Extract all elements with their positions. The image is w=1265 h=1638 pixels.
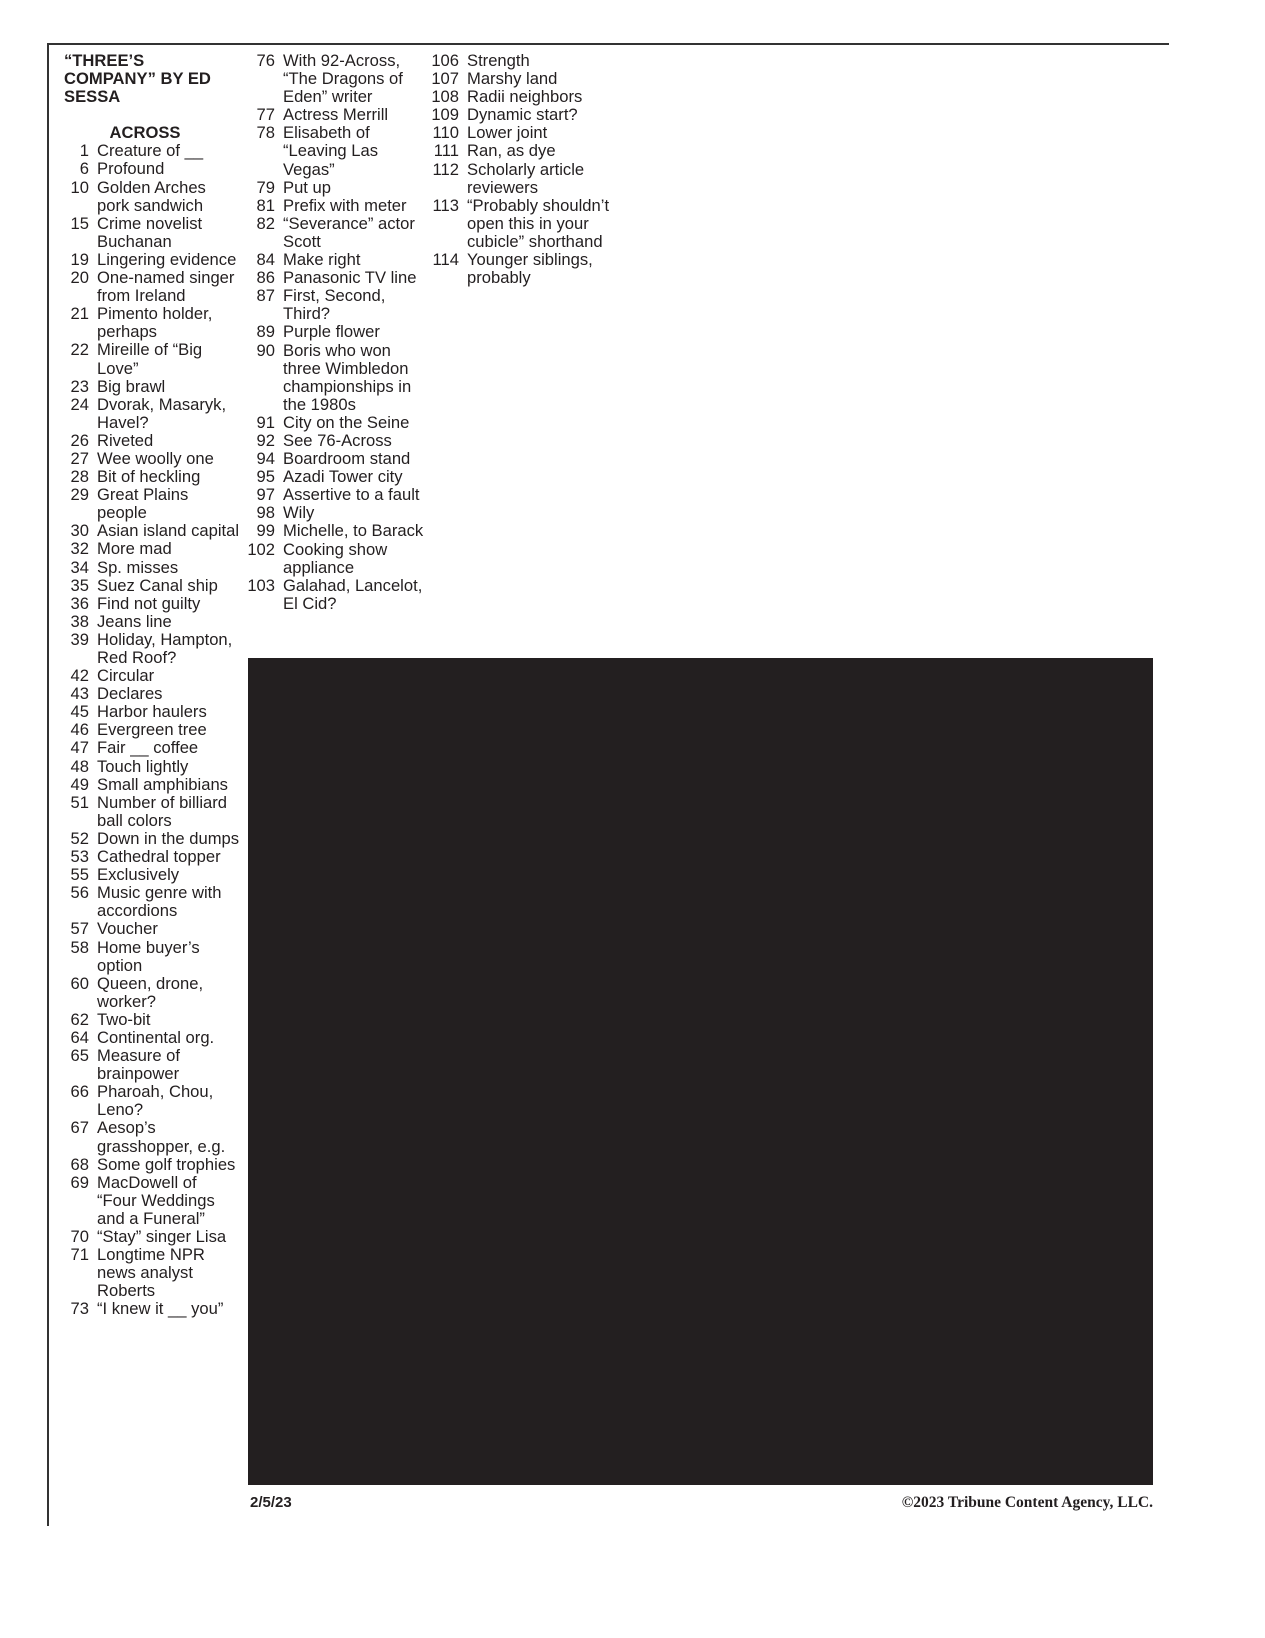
- clue-number: 53: [70, 847, 89, 867]
- clue-text: One-named singer from Ireland: [97, 268, 235, 306]
- clue-number: 81: [256, 195, 275, 215]
- across-clue-39[interactable]: [50, 631, 240, 667]
- clue-text: Down in the dumps: [97, 828, 240, 848]
- clue-number: 35: [70, 575, 89, 595]
- clue-text: Elisabeth of “Leaving Las Vegas”: [283, 123, 379, 179]
- copyright: ©2023 Tribune Content Agency, LLC.: [901, 1494, 1153, 1511]
- across-clue-114[interactable]: [420, 251, 610, 287]
- clue-text: Make right: [283, 250, 361, 270]
- clue-text: Crime novelist Buchanan: [97, 213, 203, 251]
- clue-number: 21: [70, 304, 89, 324]
- across-clue-67[interactable]: [50, 1119, 240, 1155]
- across-clue-70[interactable]: [50, 1228, 240, 1246]
- across-clue-78[interactable]: [236, 124, 426, 178]
- clue-number: 67: [70, 1118, 89, 1138]
- clue-number: 39: [70, 629, 89, 649]
- across-clue-89[interactable]: [236, 323, 426, 341]
- across-clue-6[interactable]: [50, 160, 240, 178]
- across-clue-94[interactable]: [236, 450, 426, 468]
- across-clue-65[interactable]: [50, 1047, 240, 1083]
- across-clue-102[interactable]: [236, 541, 426, 577]
- clue-number: 22: [70, 340, 89, 360]
- clue-number: 66: [70, 1082, 89, 1102]
- clue-text: Wee woolly one: [97, 448, 214, 468]
- clue-text: Put up: [283, 177, 331, 197]
- clue-text: Creature of __: [97, 141, 204, 161]
- clue-number: 23: [70, 376, 89, 396]
- puzzle-title: “THREE’S COMPANY” BY ED SESSA: [64, 51, 211, 107]
- clue-column-2: [236, 52, 426, 613]
- clue-text: Queen, drone, worker?: [97, 973, 204, 1011]
- across-clue-91[interactable]: [236, 414, 426, 432]
- across-clue-32[interactable]: [50, 540, 240, 558]
- clue-number: 56: [70, 883, 89, 903]
- across-clue-90[interactable]: [236, 342, 426, 414]
- across-clue-48[interactable]: [50, 758, 240, 776]
- across-clue-69[interactable]: [50, 1174, 240, 1228]
- clue-text: Sp. misses: [97, 557, 179, 577]
- clue-number: 10: [70, 177, 89, 197]
- clue-text: Fair __ coffee: [97, 738, 199, 758]
- clue-number: 71: [70, 1245, 89, 1265]
- clue-text: Lower joint: [467, 123, 548, 143]
- crossword-grid[interactable]: [248, 658, 1153, 1485]
- clue-text: Radii neighbors: [467, 87, 583, 107]
- clue-number: 112: [432, 159, 459, 179]
- clue-text: Two-bit: [97, 1009, 151, 1029]
- clue-number: 46: [70, 720, 89, 740]
- clue-text: Number of billiard ball colors: [97, 792, 228, 830]
- across-clue-87[interactable]: [236, 287, 426, 323]
- clue-text: Bit of heckling: [97, 467, 201, 487]
- clue-number: 76: [256, 51, 275, 70]
- clue-text: Scholarly article reviewers: [467, 159, 585, 197]
- clue-text: Find not guilty: [97, 593, 201, 613]
- clue-number: 103: [247, 575, 275, 595]
- clue-number: 109: [431, 105, 459, 125]
- clue-number: 86: [256, 268, 275, 288]
- across-clue-64[interactable]: [50, 1029, 240, 1047]
- across-clue-53[interactable]: [50, 848, 240, 866]
- clue-text: Riveted: [97, 430, 154, 450]
- clue-number: 32: [70, 539, 89, 559]
- across-clue-21[interactable]: [50, 305, 240, 341]
- across-clue-45[interactable]: [50, 703, 240, 721]
- across-clue-20[interactable]: [50, 269, 240, 305]
- across-clue-98[interactable]: [236, 504, 426, 522]
- clue-text: Marshy land: [467, 69, 558, 89]
- clue-number: 43: [70, 684, 89, 704]
- clue-text: Pimento holder, perhaps: [97, 304, 213, 342]
- clue-number: 51: [70, 792, 89, 812]
- across-clue-58[interactable]: [50, 939, 240, 975]
- clue-number: 106: [431, 51, 459, 70]
- across-clue-82[interactable]: [236, 215, 426, 251]
- across-clue-26[interactable]: [50, 432, 240, 450]
- clue-number: 87: [256, 286, 275, 306]
- clue-number: 60: [70, 973, 89, 993]
- across-clue-38[interactable]: [50, 613, 240, 631]
- clue-text: Purple flower: [283, 322, 380, 342]
- clue-text: Boris who won three Wimbledon championships in the 1980s: [283, 340, 412, 414]
- clue-text: Home buyer’s option: [97, 937, 200, 975]
- clue-text: Panasonic TV line: [283, 268, 417, 288]
- clue-text: Golden Arches pork sandwich: [97, 177, 206, 215]
- clue-text: Profound: [97, 159, 165, 179]
- clue-text: Younger siblings, probably: [467, 250, 593, 288]
- clue-number: 98: [256, 503, 275, 523]
- across-clue-110[interactable]: [420, 124, 610, 142]
- clue-text: Some golf trophies: [97, 1154, 236, 1174]
- clue-text: Voucher: [97, 919, 158, 939]
- clue-number: 65: [70, 1046, 89, 1066]
- clue-number: 27: [70, 448, 89, 468]
- clue-text: “I knew it __ you”: [97, 1299, 224, 1319]
- across-clue-107[interactable]: [420, 70, 610, 88]
- across-clue-111[interactable]: [420, 142, 610, 160]
- clue-text: See 76-Across: [283, 430, 392, 450]
- clue-number: 91: [256, 412, 275, 432]
- clue-number: 89: [256, 322, 275, 342]
- across-clue-52[interactable]: [50, 830, 240, 848]
- clue-column-3: [420, 52, 610, 287]
- clue-number: 30: [70, 521, 89, 541]
- clue-number: 95: [256, 467, 275, 487]
- clue-text: With 92-Across, “The Dragons of Eden” writer: [283, 51, 403, 107]
- across-clue-99[interactable]: [236, 522, 426, 540]
- clue-text: Actress Merrill: [283, 105, 389, 125]
- clue-number: 20: [70, 268, 89, 288]
- clue-text: Cooking show appliance: [283, 539, 388, 577]
- clue-text: Suez Canal ship: [97, 575, 218, 595]
- clue-number: 82: [256, 213, 275, 233]
- across-clue-60[interactable]: [50, 975, 240, 1011]
- clue-text: Galahad, Lancelot, El Cid?: [283, 575, 423, 613]
- clue-number: 36: [70, 593, 89, 613]
- clue-number: 42: [70, 666, 89, 686]
- clue-number: 24: [70, 394, 89, 414]
- across-clue-56[interactable]: [50, 884, 240, 920]
- clue-number: 49: [70, 774, 89, 794]
- across-clue-49[interactable]: [50, 776, 240, 794]
- across-clue-106[interactable]: [420, 52, 610, 70]
- clue-number: 99: [256, 521, 275, 541]
- across-clue-66[interactable]: [50, 1083, 240, 1119]
- across-clue-23[interactable]: [50, 378, 240, 396]
- clue-number: 68: [70, 1154, 89, 1174]
- clue-text: Cathedral topper: [97, 847, 221, 867]
- across-clue-68[interactable]: [50, 1156, 240, 1174]
- clue-number: 58: [70, 937, 89, 957]
- clue-number: 94: [256, 449, 275, 469]
- clue-number: 48: [70, 756, 89, 776]
- clue-text: Measure of brainpower: [97, 1046, 181, 1084]
- across-clue-35[interactable]: [50, 577, 240, 595]
- clue-text: City on the Seine: [283, 412, 410, 432]
- puzzle-date: 2/5/23: [250, 1494, 292, 1511]
- clue-text: MacDowell of “Four Weddings and a Funeral”: [97, 1172, 215, 1228]
- across-clue-19[interactable]: [50, 251, 240, 269]
- clue-number: 45: [70, 702, 89, 722]
- clue-number: 108: [431, 87, 459, 107]
- clue-number: 28: [70, 467, 89, 487]
- clue-column-1: [50, 52, 240, 1318]
- clue-text: Boardroom stand: [283, 449, 411, 469]
- across-clue-1[interactable]: [50, 142, 240, 160]
- clue-text: Great Plains people: [97, 485, 189, 523]
- clue-number: 73: [70, 1299, 89, 1319]
- clue-number: 111: [433, 141, 459, 161]
- clue-text: Assertive to a fault: [283, 485, 420, 505]
- clue-number: 47: [70, 738, 89, 758]
- across-clue-79[interactable]: [236, 179, 426, 197]
- across-clue-28[interactable]: [50, 468, 240, 486]
- across-clue-108[interactable]: [420, 88, 610, 106]
- clue-number: 79: [256, 177, 275, 197]
- across-clue-77[interactable]: [236, 106, 426, 124]
- clue-text: Music genre with accordions: [97, 883, 222, 921]
- across-clue-43[interactable]: [50, 685, 240, 703]
- clue-text: Ran, as dye: [467, 141, 556, 161]
- clue-number: 64: [70, 1027, 89, 1047]
- clue-text: Aesop’s grasshopper, e.g.: [97, 1118, 226, 1156]
- clue-text: Exclusively: [97, 865, 180, 885]
- across-clue-71[interactable]: [50, 1246, 240, 1300]
- across-clue-46[interactable]: [50, 721, 240, 739]
- across-clue-103[interactable]: [236, 577, 426, 613]
- clue-number: 102: [247, 539, 275, 559]
- across-clue-15[interactable]: [50, 215, 240, 251]
- clue-text: More mad: [97, 539, 172, 559]
- clue-text: Dynamic start?: [467, 105, 578, 125]
- clue-text: Harbor haulers: [97, 702, 207, 722]
- clue-text: Mireille of “Big Love”: [97, 340, 203, 378]
- clue-text: Pharoah, Chou, Leno?: [97, 1082, 214, 1120]
- clue-text: Evergreen tree: [97, 720, 207, 740]
- left-rule: [47, 43, 49, 1526]
- across-clue-109[interactable]: [420, 106, 610, 124]
- clue-number: 29: [70, 485, 89, 505]
- clue-text: Asian island capital: [97, 521, 240, 541]
- clue-text: Lingering evidence: [97, 249, 237, 269]
- across-clue-92[interactable]: [236, 432, 426, 450]
- across-clue-95[interactable]: [236, 468, 426, 486]
- clue-text: Circular: [97, 666, 155, 686]
- clue-text: Big brawl: [97, 376, 166, 396]
- across-clue-73[interactable]: [50, 1300, 240, 1318]
- clue-number: 34: [70, 557, 89, 577]
- clue-text: Wily: [283, 503, 315, 523]
- across-clue-81[interactable]: [236, 197, 426, 215]
- across-clue-76[interactable]: [236, 52, 426, 106]
- clue-number: 57: [70, 919, 89, 939]
- clue-number: 15: [70, 213, 89, 233]
- clue-text: Jeans line: [97, 611, 172, 631]
- clue-text: Small amphibians: [97, 774, 228, 794]
- clue-text: Azadi Tower city: [283, 467, 403, 487]
- clue-number: 38: [70, 611, 89, 631]
- clue-text: “Severance” actor Scott: [283, 213, 415, 251]
- clue-number: 90: [256, 340, 275, 360]
- across-clue-47[interactable]: [50, 739, 240, 757]
- clue-number: 92: [256, 430, 275, 450]
- across-clue-113[interactable]: [420, 197, 610, 251]
- clue-number: 26: [70, 430, 89, 450]
- clue-number: 110: [432, 123, 459, 143]
- across-clue-42[interactable]: [50, 667, 240, 685]
- across-clue-10[interactable]: [50, 179, 240, 215]
- across-clue-51[interactable]: [50, 794, 240, 830]
- clue-text: Strength: [467, 51, 530, 70]
- clue-text: Touch lightly: [97, 756, 189, 776]
- across-clue-97[interactable]: [236, 486, 426, 504]
- clue-text: First, Second, Third?: [283, 286, 386, 324]
- clue-number: 97: [256, 485, 275, 505]
- across-heading: ACROSS: [109, 123, 181, 143]
- clue-number: 62: [70, 1009, 89, 1029]
- across-clue-24[interactable]: [50, 396, 240, 432]
- clue-number: 77: [256, 105, 275, 125]
- across-clue-62[interactable]: [50, 1011, 240, 1029]
- clue-number: 78: [256, 123, 275, 143]
- clue-number: 55: [70, 865, 89, 885]
- across-clue-57[interactable]: [50, 920, 240, 938]
- clue-text: Declares: [97, 684, 163, 704]
- across-clue-34[interactable]: [50, 559, 240, 577]
- clue-number: 19: [70, 249, 89, 269]
- clue-text: Prefix with meter: [283, 195, 407, 215]
- across-clue-30[interactable]: [50, 522, 240, 540]
- across-clue-84[interactable]: [236, 251, 426, 269]
- clue-number: 114: [432, 250, 459, 270]
- clue-text: Longtime NPR news analyst Roberts: [97, 1245, 205, 1301]
- across-clue-22[interactable]: [50, 341, 240, 377]
- across-clue-27[interactable]: [50, 450, 240, 468]
- top-rule: [47, 43, 1169, 45]
- clue-number: 84: [256, 250, 275, 270]
- clue-number: 70: [70, 1227, 89, 1246]
- clue-text: “Stay” singer Lisa: [97, 1227, 227, 1246]
- clue-number: 113: [432, 195, 459, 215]
- across-clue-36[interactable]: [50, 595, 240, 613]
- across-clue-29[interactable]: [50, 486, 240, 522]
- clue-number: 69: [70, 1172, 89, 1192]
- across-clue-112[interactable]: [420, 161, 610, 197]
- across-clue-86[interactable]: [236, 269, 426, 287]
- clue-text: Dvorak, Masaryk, Havel?: [97, 394, 227, 432]
- clue-text: “Probably shouldn’t open this in your cubicle” shorthand: [467, 195, 610, 251]
- clue-number: 107: [431, 69, 459, 89]
- clue-number: 52: [70, 828, 89, 848]
- clue-text: Holiday, Hampton, Red Roof?: [97, 629, 233, 667]
- clue-number: 6: [79, 159, 89, 179]
- clue-text: Continental org.: [97, 1027, 215, 1047]
- across-clue-55[interactable]: [50, 866, 240, 884]
- clue-number: 1: [79, 141, 89, 161]
- clue-text: Michelle, to Barack: [283, 521, 424, 541]
